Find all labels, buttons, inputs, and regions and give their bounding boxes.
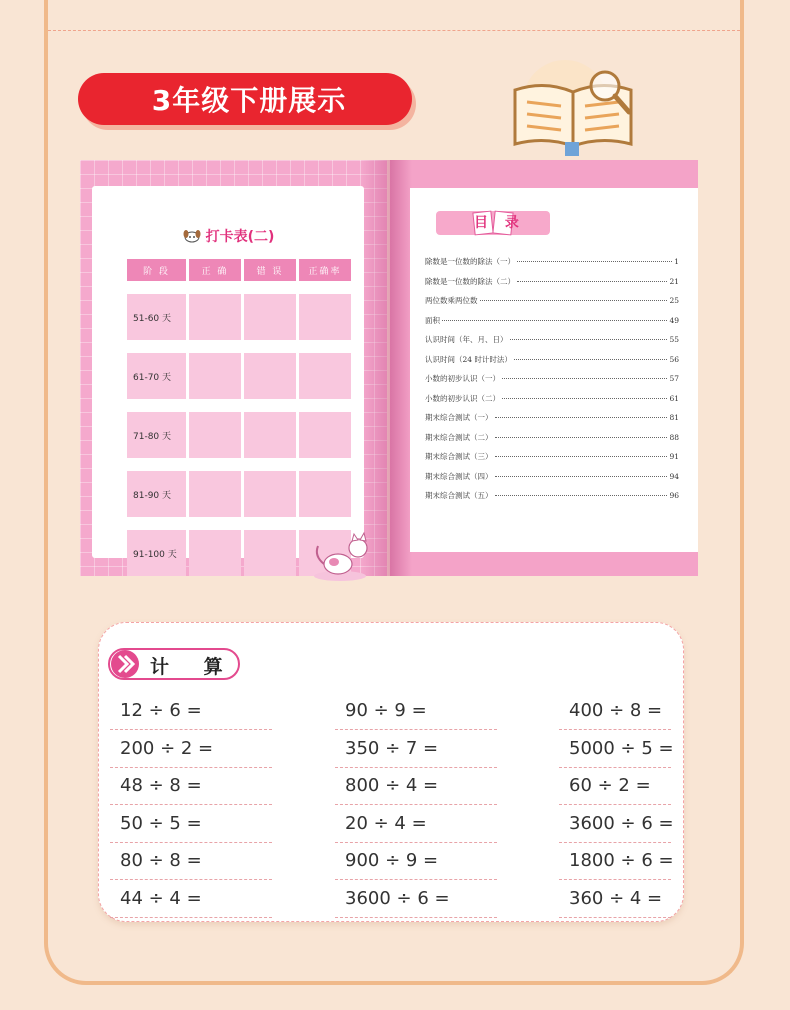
toc-item-page: 94	[669, 471, 679, 481]
answer-line	[335, 879, 497, 880]
toc-leader	[517, 281, 667, 282]
toc-leader	[495, 417, 668, 418]
spine-shadow-right	[390, 160, 412, 576]
toc-item-page: 1	[674, 257, 679, 266]
list-item	[425, 393, 679, 413]
toc-leader	[502, 378, 667, 379]
toc-item-label: 期末综合测试（四）	[425, 471, 493, 481]
toc-item-page: 49	[669, 315, 679, 325]
equation: 5000 ÷ 5 =	[569, 737, 674, 759]
toc-item-page: 21	[669, 276, 679, 286]
spine-shadow-left	[360, 160, 390, 576]
stage-label: 61-70 天	[127, 353, 186, 399]
answer-line	[559, 767, 671, 768]
toc-item-page: 57	[669, 374, 679, 383]
checkin-title	[92, 226, 364, 246]
header-stage: 阶 段	[127, 259, 186, 281]
equation: 80 ÷ 8 =	[120, 850, 202, 871]
toc-leader	[510, 339, 668, 340]
equation: 200 ÷ 2 =	[120, 737, 214, 759]
chevron-right-icon	[110, 648, 142, 680]
equation: 3600 ÷ 6 =	[345, 887, 450, 909]
stage-label: 91-100 天	[127, 530, 186, 576]
toc-item-label: 期末综合测试（二）	[425, 432, 493, 442]
toc-item-label: 期末综合测试（三）	[425, 452, 493, 461]
toc-item-page: 55	[669, 335, 679, 344]
book-magnifier-icon	[505, 50, 645, 160]
equation: 800 ÷ 4 =	[345, 775, 439, 796]
equation: 60 ÷ 2 =	[569, 775, 651, 796]
top-divider	[48, 30, 740, 31]
equation: 400 ÷ 8 =	[569, 700, 663, 721]
toc-leader	[495, 495, 668, 496]
page-title: 3年级下册展示	[78, 73, 412, 125]
list-item	[425, 373, 679, 393]
toc-leader	[480, 300, 668, 301]
toc-item-label: 认识时间（24 时计时法）	[425, 354, 512, 364]
equation: 44 ÷ 4 =	[120, 887, 202, 909]
equation: 90 ÷ 9 =	[345, 700, 427, 721]
toc-leader	[502, 398, 667, 399]
list-item	[425, 295, 679, 315]
answer-line	[559, 804, 671, 805]
puppy-icon	[182, 228, 202, 244]
list-item	[425, 412, 679, 432]
answer-line	[335, 842, 497, 843]
equation: 350 ÷ 7 =	[345, 737, 439, 759]
header-wrong: 错 误	[244, 259, 296, 281]
header-rate: 正确率	[299, 259, 351, 281]
calc-header	[108, 648, 240, 680]
checkin-card	[92, 186, 364, 558]
table-row	[127, 294, 351, 340]
toc-leader	[495, 456, 668, 457]
toc-item-page: 96	[669, 491, 679, 500]
equation: 48 ÷ 8 =	[120, 775, 202, 796]
list-item	[425, 490, 679, 510]
answer-line	[110, 842, 272, 843]
toc-item-page: 61	[669, 393, 679, 403]
answer-line	[559, 917, 671, 918]
equation: 50 ÷ 5 =	[120, 812, 202, 834]
list-item	[425, 315, 679, 335]
list-item	[425, 334, 679, 354]
checkin-title-text: 打卡表(二)	[205, 229, 275, 245]
toc-item-label: 面积	[425, 315, 440, 325]
list-item	[425, 354, 679, 374]
toc-leader	[514, 359, 668, 360]
toc-item-label: 小数的初步认识（一）	[425, 374, 500, 383]
toc-title: 目 录	[474, 215, 525, 231]
cat-icon	[308, 526, 378, 586]
answer-line	[335, 917, 497, 918]
answer-line	[110, 804, 272, 805]
answer-line	[110, 917, 272, 918]
answer-line	[559, 842, 671, 843]
answer-line	[335, 804, 497, 805]
equation: 1800 ÷ 6 =	[569, 850, 674, 871]
header-correct: 正 确	[189, 259, 241, 281]
table-row	[127, 412, 351, 458]
equation: 360 ÷ 4 =	[569, 887, 663, 909]
toc-leader	[517, 261, 672, 262]
equation: 12 ÷ 6 =	[120, 700, 202, 721]
toc-leader	[495, 476, 668, 477]
table-row	[127, 471, 351, 517]
table-row	[127, 353, 351, 399]
list-item	[425, 276, 679, 296]
equation: 20 ÷ 4 =	[345, 812, 427, 834]
calc-title: 计 算	[150, 656, 237, 678]
answer-line	[110, 767, 272, 768]
answer-line	[110, 879, 272, 880]
toc-leader	[495, 437, 668, 438]
toc-item-label: 小数的初步认识（二）	[425, 393, 500, 403]
stage-label: 51-60 天	[127, 294, 186, 340]
toc-leader	[442, 320, 667, 321]
list-item	[425, 432, 679, 452]
toc-item-page: 56	[669, 354, 679, 364]
equation: 3600 ÷ 6 =	[569, 812, 674, 834]
answer-line	[335, 767, 497, 768]
toc-list	[425, 256, 679, 510]
answer-line	[559, 879, 671, 880]
toc-item-label: 除数是一位数的除法（二）	[425, 276, 515, 286]
answer-line	[110, 729, 272, 730]
toc-item-page: 91	[669, 452, 679, 461]
equation: 900 ÷ 9 =	[345, 850, 439, 871]
answer-line	[559, 729, 671, 730]
stage-label: 81-90 天	[127, 471, 186, 517]
stage-label: 71-80 天	[127, 412, 186, 458]
toc-item-page: 81	[669, 413, 679, 422]
toc-item-label: 期末综合测试（一）	[425, 413, 493, 422]
toc-item-label: 除数是一位数的除法（一）	[425, 257, 515, 266]
list-item	[425, 256, 679, 276]
toc-item-page: 25	[669, 296, 679, 305]
toc-item-label: 两位数乘两位数	[425, 296, 478, 305]
toc-item-label: 期末综合测试（五）	[425, 491, 493, 500]
list-item	[425, 471, 679, 491]
toc-item-label: 认识时间（年、月、日）	[425, 335, 508, 344]
list-item	[425, 451, 679, 471]
toc-item-page: 88	[669, 432, 679, 442]
answer-line	[335, 729, 497, 730]
